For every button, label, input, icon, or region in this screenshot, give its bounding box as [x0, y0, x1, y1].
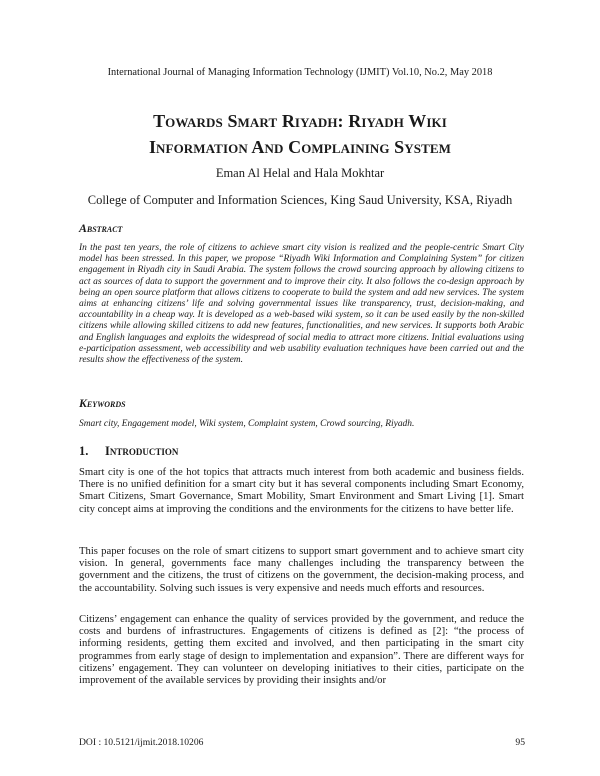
intro-paragraph: Smart city is one of the hot topics that attracts much interest from both academic and business fields. There is no unified definition for a smart city but it has several components including Smart Economy, Smart Citizens, Smart Governance, Smart Mobility, Smart Environment and Smart Living [1]. Smart city concept aims at improving the conditions and the environments for the citizens to have better life. — [79, 467, 524, 515]
page-number: 95 — [515, 737, 525, 748]
introduction-heading — [79, 444, 178, 459]
intro-paragraph: Citizens’ engagement can enhance the quality of services provided by the government, and reduce the costs and burdens of infrastructures. Engagements of citizens is defined as [2]: “the process of informing residents, getting them excited and involved, and then participating in the smart city programmes from early stage of design to implementation and expansion”. There are different ways for citizens’ engagement. They can volunteer on developing initiatives to their cities, participate on the improvement of the available services by providing their insights and/or — [79, 614, 524, 687]
section-title: Introduction — [105, 444, 179, 458]
authors: Eman Al Helal and Hala Mokhtar — [215, 166, 385, 180]
paper-title — [40, 108, 560, 160]
affiliation: College of Computer and Information Sciences, King Saud University, KSA, Riyadh — [87, 193, 513, 207]
keywords-heading: Keywords — [79, 396, 126, 410]
doi: DOI : 10.5121/ijmit.2018.10206 — [79, 737, 204, 748]
intro-paragraph: This paper focuses on the role of smart citizens to support smart government and to achieve smart city vision. In general, governments face many challenges including the transparency between the government and the citizens, the trust of citizens on the government, the decision-making process, and the accountability. Solving such issues is very expensive and needs much efforts and resources. — [79, 546, 524, 594]
keywords-text: Smart city, Engagement model, Wiki system, Complaint system, Crowd sourcing, Riyadh. — [79, 419, 415, 429]
title-line-1: Towards Smart Riyadh: Riyadh Wiki — [153, 111, 447, 131]
title-line-2: Information And Complaining System — [148, 137, 452, 157]
journal-header: International Journal of Managing Information Technology (IJMIT) Vol.10, No.2, May 2018 — [107, 67, 493, 78]
abstract-text: In the past ten years, the role of citizens to achieve smart city vision is realized and the people-centric Smart City model has been stressed. In this paper, we propose “Riyadh Wiki Information and Complaining System” for citizen engagement in Riyadh city in Saudi Arabia. The system follows the crowd sourcing approach by allowing citizens to act as sources of data to support the government and to improve their city. It also follows the co-design approach by being an open source platform that allows citizens to cooperate to build the system and add new services. The system aims at enhancing citizens’ life and solving governmental issues like transparency, trust, decision-making, and accountability in a cheap way. It is developed as a web-based wiki system, so it can be used easily by the non-skilled citizens while allowing skilled citizens to add new features, functionalities, and new services. It supports both Arabic and English languages and exploits the widespread of social media to attract more citizens. Initial evaluations using e-participation assessment, web accessibility and web usability evaluation techniques have been carried out and the results show the effectiveness of the system. — [79, 243, 524, 366]
section-number: 1. — [79, 444, 89, 458]
abstract-heading: Abstract — [79, 221, 123, 235]
